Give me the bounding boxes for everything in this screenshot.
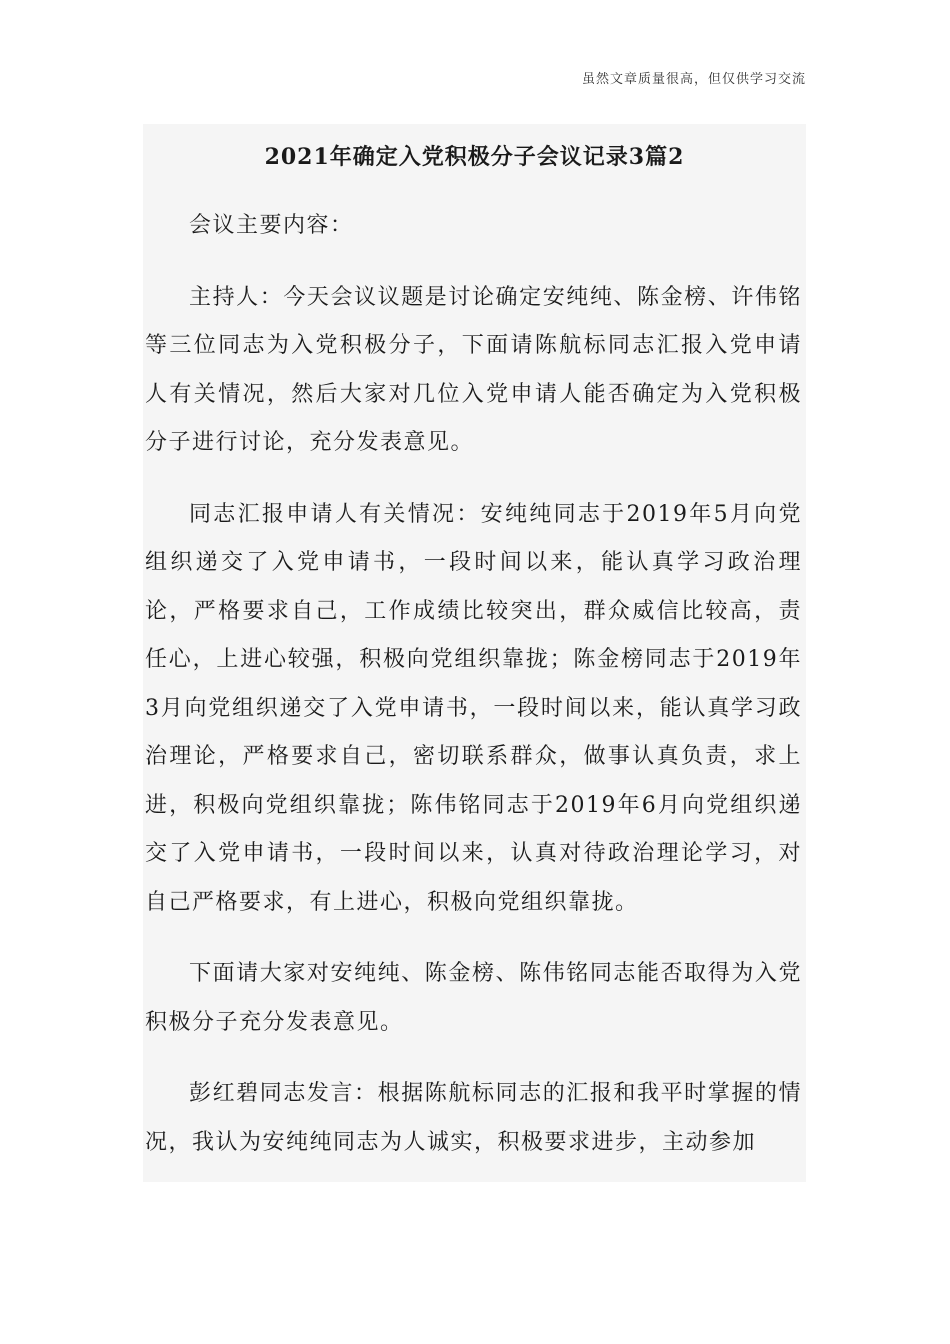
- paragraph-call-for-opinions: 下面请大家对安纯纯、陈金榜、陈伟铭同志能否取得为入党积极分子充分发表意见。: [145, 961, 802, 1035]
- paragraph-host-remarks: 主持人：今天会议议题是讨论确定安纯纯、陈金榜、许伟铭等三位同志为入党积极分子，下面请陈航标同志汇报入党申请人有关情况，然后大家对几位入党申请人能否确定为入党积极分子进行讨论，充分发表意见。: [145, 284, 802, 455]
- header-note: 虽然文章质量很高，但仅供学习交流: [581, 72, 806, 87]
- paragraph-speaker-statement: 彭红碧同志发言：根据陈航标同志的汇报和我平时掌握的情况，我认为安纯纯同志为人诚实，积极要求进步，主动参加: [145, 1081, 802, 1155]
- document-body: [143, 124, 806, 1182]
- paragraph-applicant-report: 同志汇报申请人有关情况：安纯纯同志于2019年5月向党组织递交了入党申请书，一段时间以来，能认真学习政治理论，严格要求自己，工作成绩比较突出，群众威信比较高，责任心，上进心较强，积极向党组织靠拢；陈金榜同志于2019年3月向党组织递交了入党申请书，一段时间以来，能认真学习政治理论，严格要求自己，密切联系群众，做事认真负责，求上进，积极向党组织靠拢；陈伟铭同志于2019年6月向党组织递交了入党申请书，一段时间以来，认真对待政治理论学习，对自己严格要求，有上进心，积极向党组织靠拢。: [145, 501, 802, 915]
- document-title: 2021年确定入党积极分子会议记录3篇2: [264, 144, 685, 170]
- paragraph-meeting-content: 会议主要内容：: [189, 213, 354, 238]
